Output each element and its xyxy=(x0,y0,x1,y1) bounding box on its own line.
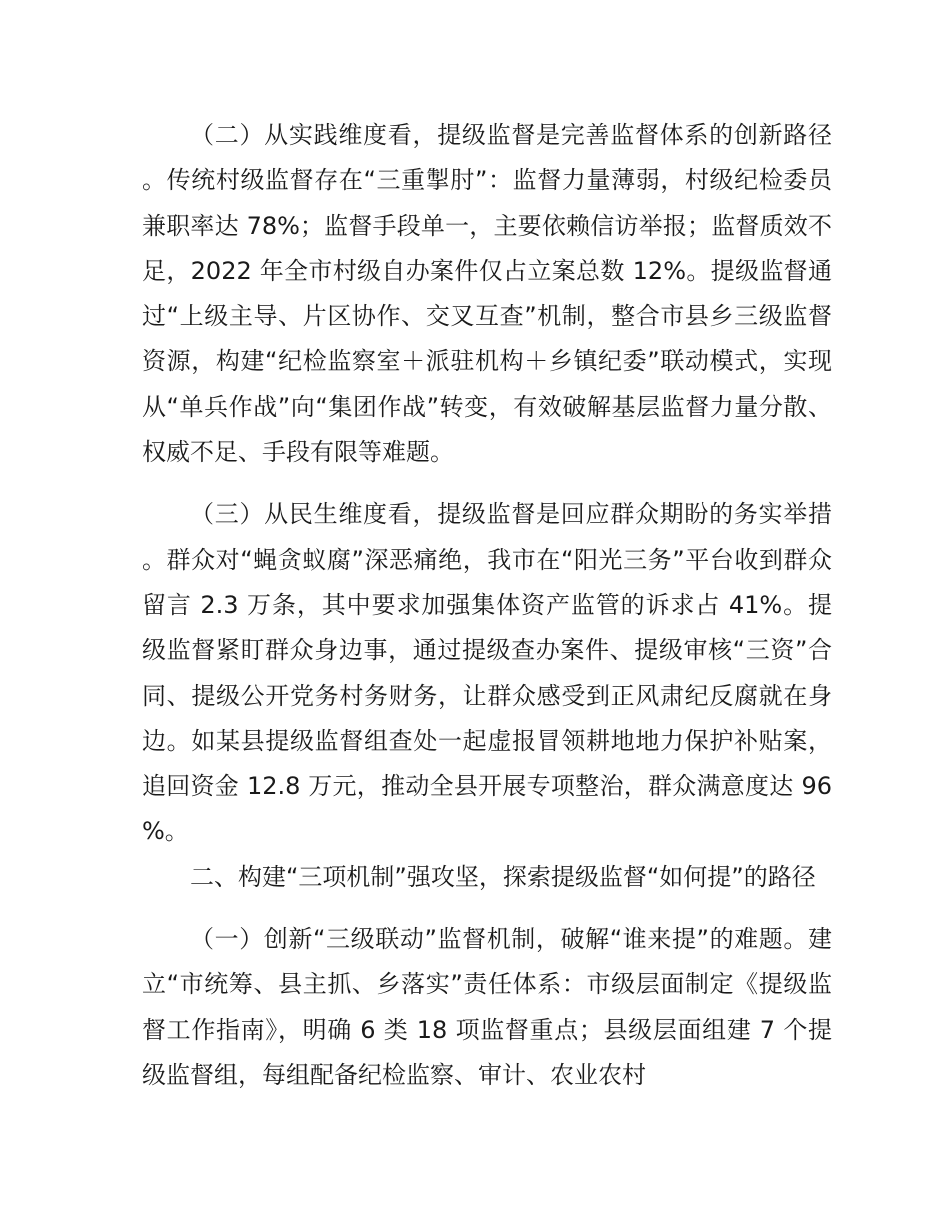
section-heading-two: 二、构建“三项机制”强攻坚，探索提级监督“如何提”的路径 xyxy=(190,862,816,891)
paragraph-livelihood-dimension: （三）从民生维度看，提级监督是回应群众期盼的务实举措。群众对“蝇贪蚁腐”深恶痛绝，我市在“阳光三务”平台收到群众留言 2.3 万条，其中要求加强集体资产监管的诉求占 41%。提级监督紧盯群众身边事，通过提级查办案件、提级审核“三资”合同、提级公开党务村务财务，让群众感受到正风肃纪反腐就在身边。如某县提级监督组查处一起虚报冒领耕地地力保护补贴案，追回资金 12.8 万元，推动全县开展专项整治，群众满意度达 96%。 xyxy=(142,500,832,846)
paragraph-three-level-mechanism: （一）创新“三级联动”监督机制，破解“谁来提”的难题。建立“市统筹、县主抓、乡落实”责任体系：市级层面制定《提级监督工作指南》，明确 6 类 18 项监督重点；县级层面组建 7 个提级监督组，每组配备纪检监察、审计、农业农村 xyxy=(142,925,832,1089)
paragraph-practice-dimension: （二）从实践维度看，提级监督是完善监督体系的创新路径。传统村级监督存在“三重掣肘”：监督力量薄弱，村级纪检委员兼职率达 78%；监督手段单一，主要依赖信访举报；监督质效不足，2022 年全市村级自办案件仅占立案总数 12%。提级监督通过“上级主导、片区协作、交叉互查”机制，整合市县乡三级监督资源，构建“纪检监察室＋派驻机构＋乡镇纪委”联动模式，实现从“单兵作战”向“集团作战”转变，有效破解基层监督力量分散、权威不足、手段有限等难题。 xyxy=(142,121,832,467)
document-body xyxy=(142,113,832,1098)
